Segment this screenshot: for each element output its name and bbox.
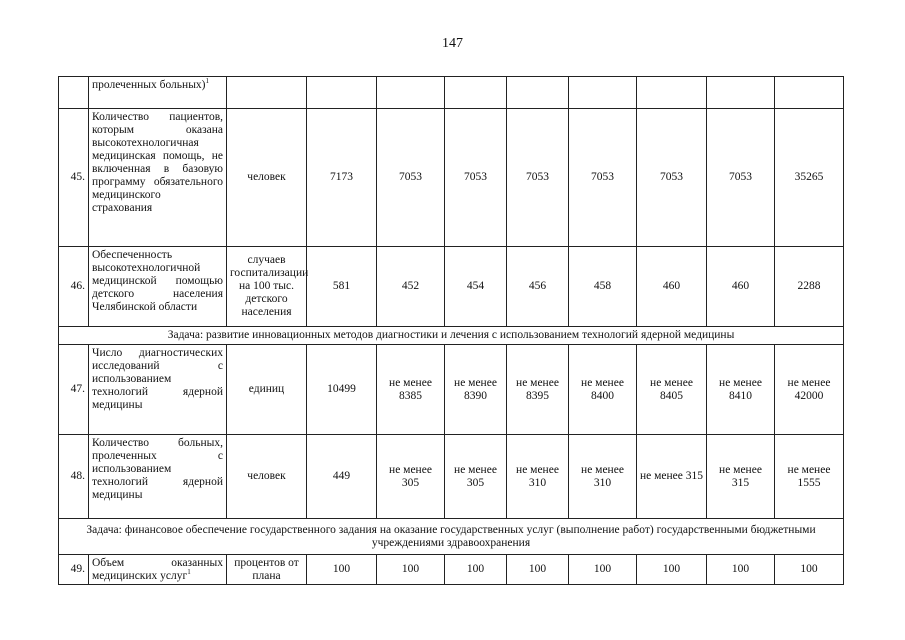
table-row <box>59 247 844 327</box>
value-cell: 460 <box>707 247 775 327</box>
value-cell: не менее 315 <box>637 435 707 519</box>
task-heading: Задача: финансовое обеспечение государственного задания на оказание государственных услуг (выполнение работ) государственными бюджетными учреждениями здравоохранения <box>59 519 844 555</box>
value-cell: не менее 305 <box>377 435 445 519</box>
row-number: 46. <box>59 247 89 327</box>
row-number: 47. <box>59 345 89 435</box>
value-cell <box>445 77 507 109</box>
row-number: 48. <box>59 435 89 519</box>
indicator-name-text: Количество пациентов, которым оказана высокотехнологичная медицинская помощь, не включенная в базовую программу обязательного медицинского страхования <box>92 111 223 214</box>
value-cell <box>775 77 844 109</box>
value-cell: 7173 <box>307 109 377 247</box>
unit-of-measure: случаев госпитализации на 100 тыс. детского населения <box>227 247 307 327</box>
task-row <box>59 519 844 555</box>
value-cell: 449 <box>307 435 377 519</box>
value-cell: 7053 <box>377 109 445 247</box>
value-cell: не менее 1555 <box>775 435 844 519</box>
value-cell: 100 <box>507 555 569 585</box>
value-cell: 100 <box>377 555 445 585</box>
row-number: 49. <box>59 555 89 585</box>
table-row <box>59 345 844 435</box>
indicator-name-text: Обеспеченность высокотехнологичной медицинской помощью детского населения Челябинской области <box>92 249 223 313</box>
indicator-name <box>89 109 227 247</box>
value-cell <box>637 77 707 109</box>
indicator-name <box>89 77 227 109</box>
value-cell: не менее 8385 <box>377 345 445 435</box>
indicators-table <box>58 76 844 585</box>
value-cell: 454 <box>445 247 507 327</box>
row-number: 45. <box>59 109 89 247</box>
unit-of-measure <box>227 77 307 109</box>
value-cell <box>307 77 377 109</box>
unit-of-measure: единиц <box>227 345 307 435</box>
unit-of-measure: процентов от плана <box>227 555 307 585</box>
row-number <box>59 77 89 109</box>
value-cell: не менее 42000 <box>775 345 844 435</box>
value-cell: 100 <box>307 555 377 585</box>
value-cell: не менее 315 <box>707 435 775 519</box>
value-cell: 7053 <box>445 109 507 247</box>
value-cell: не менее 8405 <box>637 345 707 435</box>
value-cell: не менее 310 <box>569 435 637 519</box>
value-cell: 100 <box>445 555 507 585</box>
value-cell <box>707 77 775 109</box>
value-cell: 100 <box>637 555 707 585</box>
value-cell <box>507 77 569 109</box>
unit-of-measure: человек <box>227 435 307 519</box>
footnote-mark: 1 <box>187 568 191 577</box>
value-cell: не менее 8395 <box>507 345 569 435</box>
value-cell <box>569 77 637 109</box>
table-row <box>59 555 844 585</box>
value-cell: 460 <box>637 247 707 327</box>
footnote-mark: 1 <box>205 77 210 86</box>
indicator-name <box>89 345 227 435</box>
indicator-name <box>89 247 227 327</box>
value-cell: 7053 <box>569 109 637 247</box>
indicator-name-text: Объем оказанных медицинских услуг <box>92 557 223 582</box>
value-cell: не менее 8410 <box>707 345 775 435</box>
value-cell: 581 <box>307 247 377 327</box>
value-cell: 100 <box>707 555 775 585</box>
unit-of-measure: человек <box>227 109 307 247</box>
task-heading: Задача: развитие инновационных методов диагностики и лечения с использованием технологий ядерной медицины <box>59 327 844 345</box>
indicator-name-text: Количество больных, пролеченных с использованием технологий ядерной медицины <box>92 437 223 501</box>
table-row <box>59 77 844 109</box>
value-cell: 35265 <box>775 109 844 247</box>
indicator-name-text: Число диагностических исследований с использованием технологий ядерной медицины <box>92 347 223 411</box>
value-cell: 456 <box>507 247 569 327</box>
value-cell <box>377 77 445 109</box>
value-cell: 100 <box>569 555 637 585</box>
value-cell: 2288 <box>775 247 844 327</box>
value-cell: 10499 <box>307 345 377 435</box>
value-cell: 7053 <box>637 109 707 247</box>
value-cell: 7053 <box>707 109 775 247</box>
table-body <box>59 77 844 585</box>
value-cell: не менее 305 <box>445 435 507 519</box>
table-row <box>59 109 844 247</box>
value-cell: 100 <box>775 555 844 585</box>
value-cell: не менее 8390 <box>445 345 507 435</box>
value-cell: не менее 8400 <box>569 345 637 435</box>
value-cell: 452 <box>377 247 445 327</box>
value-cell: 458 <box>569 247 637 327</box>
indicator-name <box>89 435 227 519</box>
indicator-name <box>89 555 227 585</box>
page-number: 147 <box>442 36 463 51</box>
value-cell: 7053 <box>507 109 569 247</box>
indicator-name-text: пролеченных больных) <box>92 79 206 91</box>
value-cell: не менее 310 <box>507 435 569 519</box>
table-row <box>59 435 844 519</box>
task-row <box>59 327 844 345</box>
